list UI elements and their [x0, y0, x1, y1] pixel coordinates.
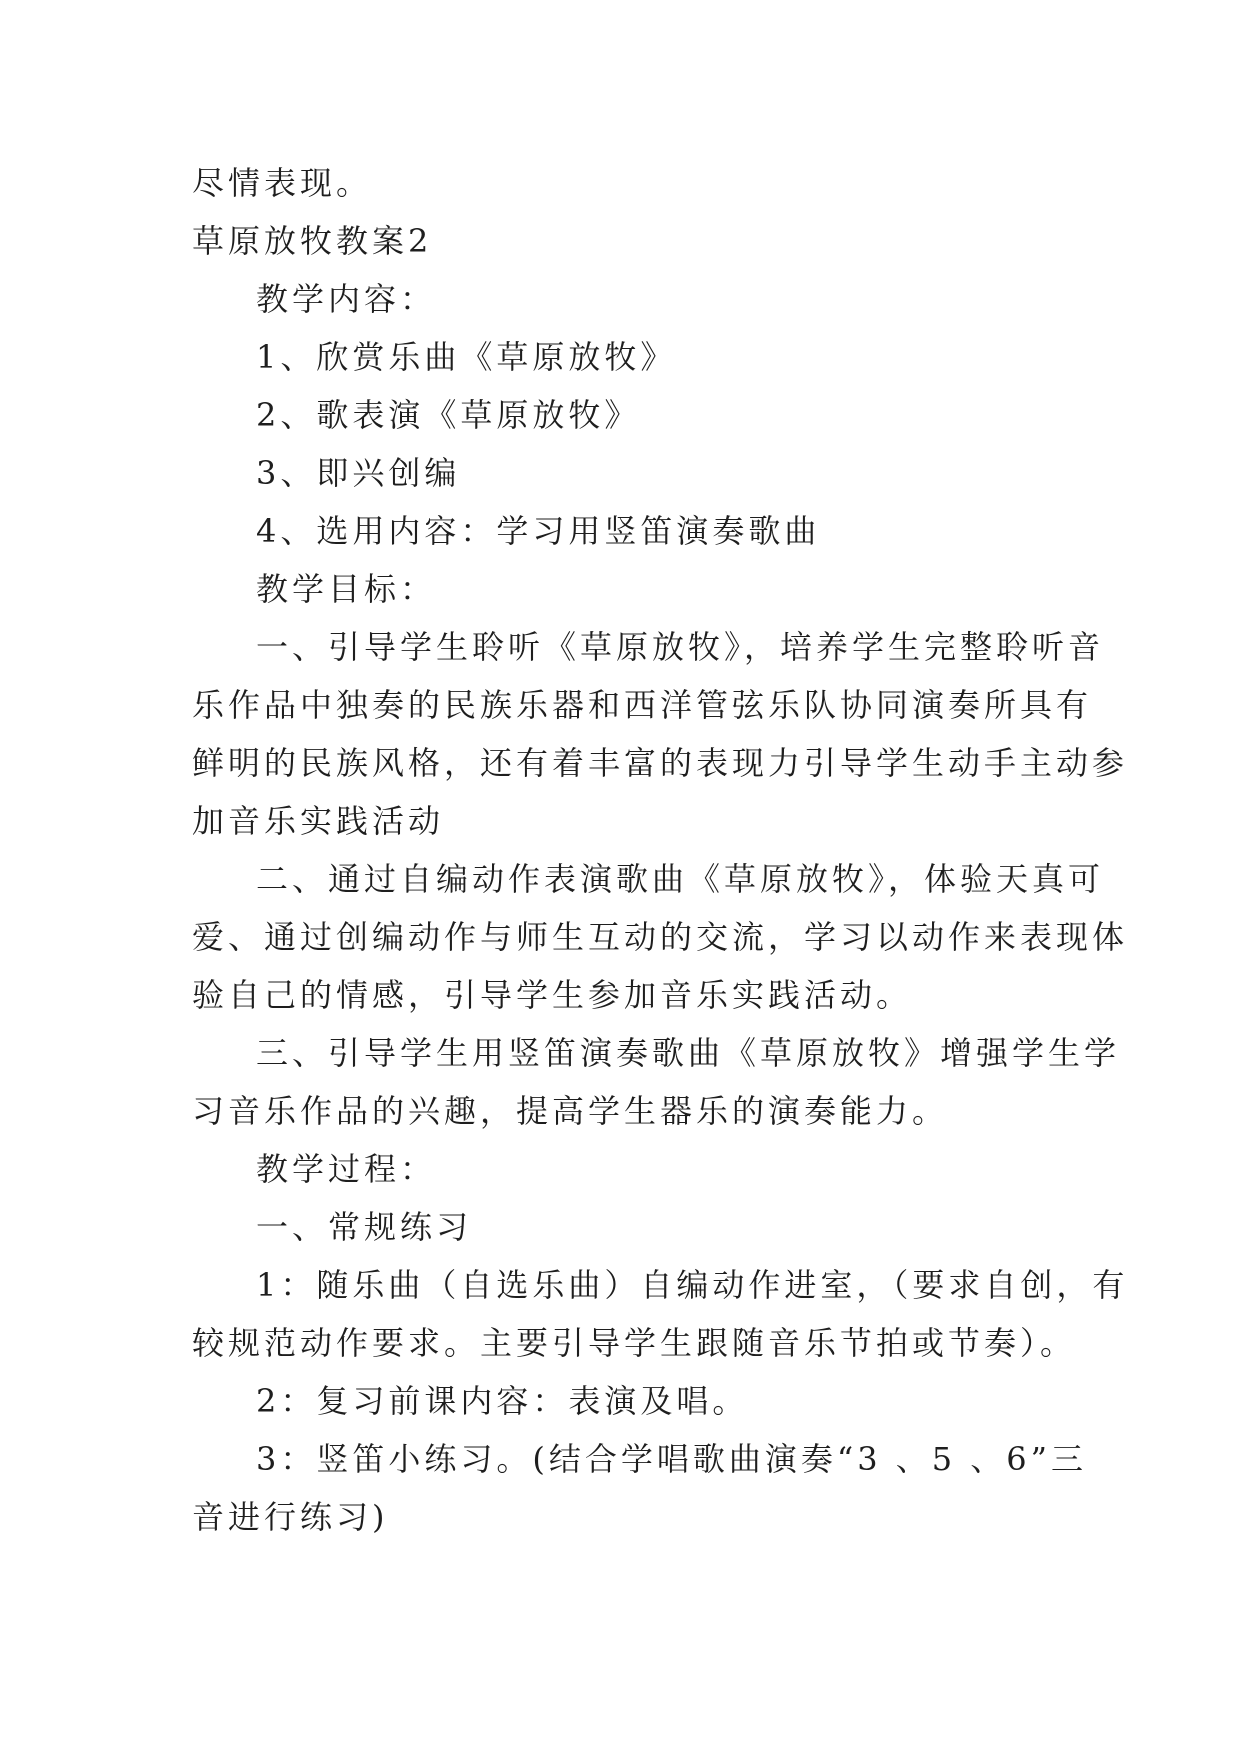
text-line: 爱、通过创编动作与师生互动的交流，学习以动作来表现体 — [192, 918, 1129, 956]
text-line: 乐作品中独奏的民族乐器和西洋管弦乐队协同演奏所具有 — [192, 686, 1093, 724]
text-line: 教学目标： — [256, 570, 437, 608]
text-line: 4、选用内容：学习用竖笛演奏歌曲 — [256, 512, 821, 550]
text-line: 较规范动作要求。主要引导学生跟随音乐节拍或节奏）。 — [192, 1324, 1077, 1362]
text-line: 加音乐实践活动 — [192, 802, 445, 840]
text-line: 2、歌表演《草原放牧》 — [256, 396, 641, 434]
text-line: 1、欣赏乐曲《草原放牧》 — [256, 338, 677, 376]
text-line: 尽情表现。 — [192, 164, 373, 202]
text-line: 2：复习前课内容：表演及唱。 — [256, 1382, 749, 1420]
text-line: 教学内容： — [256, 280, 437, 318]
text-line: 一、常规练习 — [256, 1208, 473, 1246]
text-line: 习音乐作品的兴趣，提高学生器乐的演奏能力。 — [192, 1092, 949, 1130]
text-line: 音进行练习) — [192, 1498, 389, 1536]
text-line: 二、通过自编动作表演歌曲《草原放牧》，体验天真可 — [256, 860, 1105, 898]
text-line: 三、引导学生用竖笛演奏歌曲《草原放牧》增强学生学 — [256, 1034, 1121, 1072]
text-line: 鲜明的民族风格，还有着丰富的表现力引导学生动手主动参 — [192, 744, 1129, 782]
text-line: 验自己的情感，引导学生参加音乐实践活动。 — [192, 976, 913, 1014]
section-heading: 草原放牧教案2 — [192, 222, 433, 260]
text-line: 一、引导学生聆听《草原放牧》，培养学生完整聆听音 — [256, 628, 1105, 666]
text-line: 1：随乐曲（自选乐曲）自编动作进室，（要求自创，有 — [256, 1266, 1129, 1304]
text-line: 3：竖笛小练习。(结合学唱歌曲演奏“3 、5 、6”三 — [256, 1440, 1087, 1478]
text-line: 3、即兴创编 — [256, 454, 461, 492]
text-line: 教学过程： — [256, 1150, 437, 1188]
